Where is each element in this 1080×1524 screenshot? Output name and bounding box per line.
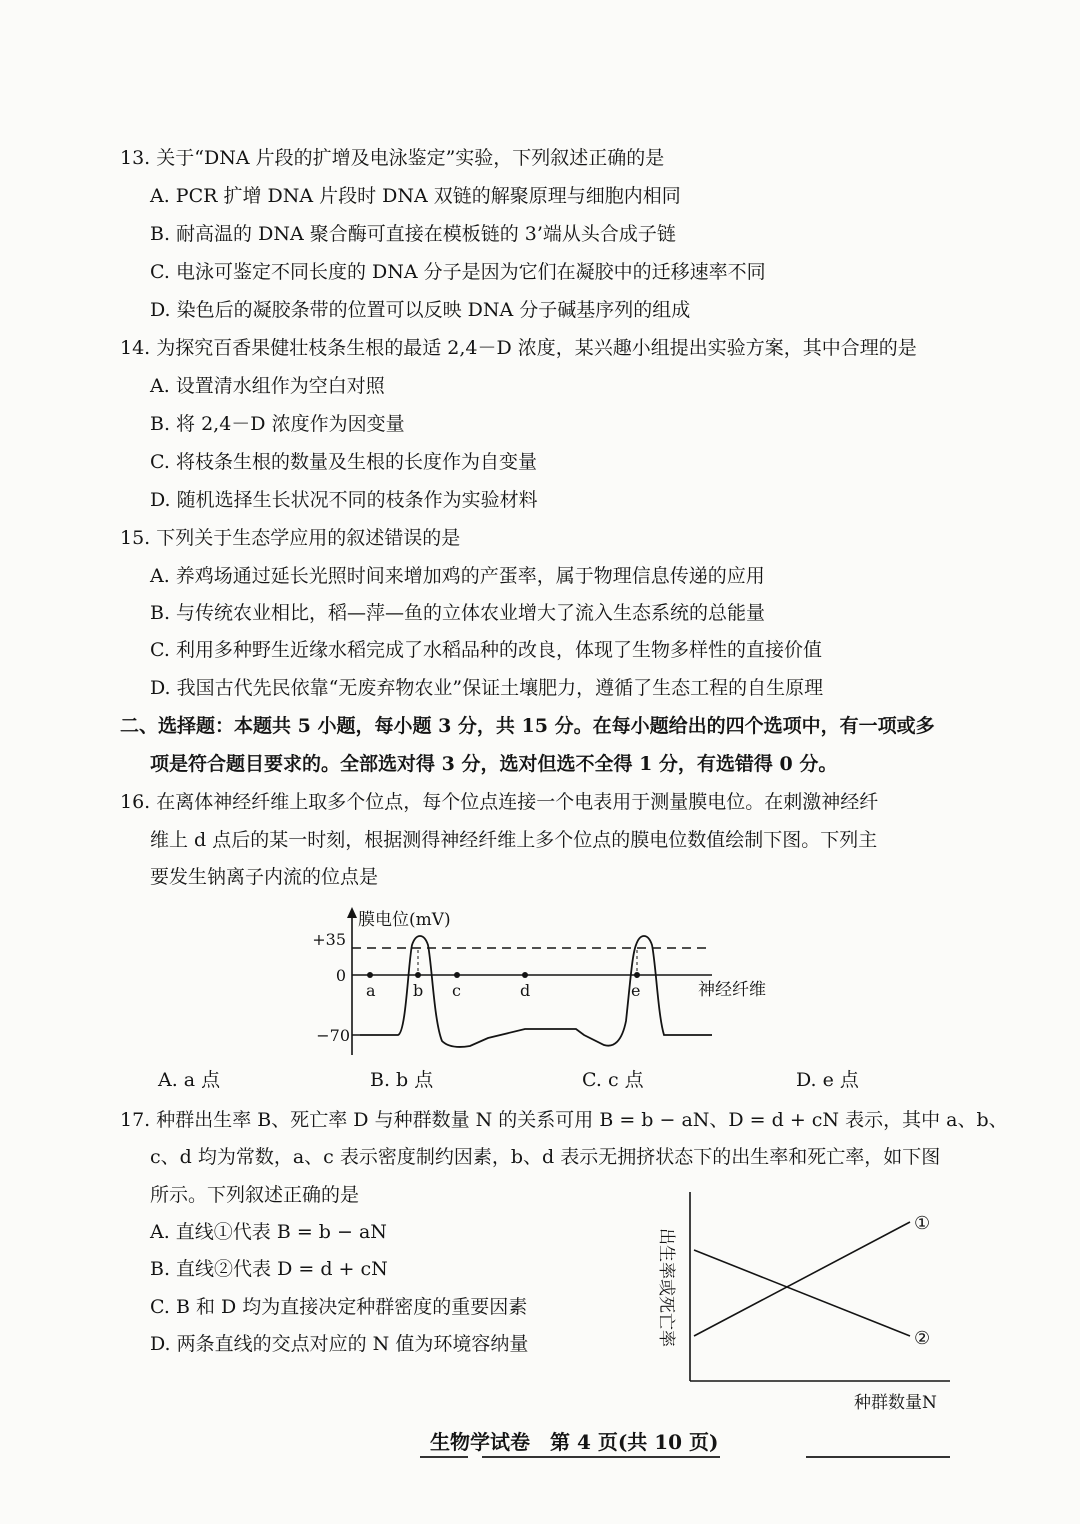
q17-option-b: B. 直线②代表 D = d + cN bbox=[150, 1258, 388, 1280]
point-a bbox=[367, 972, 373, 978]
q14-option-a: A. 设置清水组作为空白对照 bbox=[150, 375, 385, 397]
point-d bbox=[522, 972, 528, 978]
point-c bbox=[454, 972, 460, 978]
label-a: a bbox=[366, 981, 376, 1000]
q13-option-a: A. PCR 扩增 DNA 片段时 DNA 双链的解聚原理与细胞内相同 bbox=[150, 185, 681, 207]
line-2-label: ② bbox=[914, 1328, 931, 1349]
section2-line2: 项是符合题目要求的。全部选对得 3 分，选对但选不全得 1 分，有选错得 0 分。 bbox=[150, 753, 838, 775]
label-e: e bbox=[631, 981, 641, 1000]
q15-option-b: B. 与传统农业相比，稻—萍—鱼的立体农业增大了流入生态系统的总能量 bbox=[150, 602, 766, 624]
label-c: c bbox=[452, 981, 461, 1000]
q14-stem: 14. 为探究百香果健壮枝条生根的最适 2,4－D 浓度，某兴趣小组提出实验方案，其中合理的是 bbox=[120, 337, 917, 359]
section2-line1: 二、选择题：本题共 5 小题，每小题 3 分，共 15 分。在每小题给出的四个选项中，有一项或多 bbox=[120, 715, 935, 737]
x-axis-label: 种群数量N bbox=[854, 1393, 937, 1413]
page-footer: 生物学试卷 第 4 页(共 10 页) bbox=[430, 1430, 719, 1454]
y-axis-label: 出生率或死亡率 bbox=[656, 1228, 676, 1347]
q13-option-b: B. 耐高温的 DNA 聚合酶可直接在模板链的 3’端从头合成子链 bbox=[150, 223, 676, 245]
q17-line1: 17. 种群出生率 B、死亡率 D 与种群数量 N 的关系可用 B = b − aN、D = d + cN 表示，其中 a、b、 bbox=[120, 1109, 1008, 1131]
q17-line2: c、d 均为常数，a、c 表示密度制约因素，b、d 表示无拥挤状态下的出生率和死亡率，如下图 bbox=[150, 1146, 941, 1168]
membrane-potential-figure bbox=[300, 905, 800, 1065]
q16-option-d: D. e 点 bbox=[796, 1069, 859, 1091]
q17-option-a: A. 直线①代表 B = b − aN bbox=[150, 1221, 387, 1243]
q15-option-d: D. 我国古代先民依靠“无废弃物农业”保证土壤肥力，遵循了生态工程的自生原理 bbox=[150, 677, 824, 699]
q15-option-c: C. 利用多种野生近缘水稻完成了水稻品种的改良，体现了生物多样性的直接价值 bbox=[150, 639, 822, 661]
q13-option-d: D. 染色后的凝胶条带的位置可以反映 DNA 分子碱基序列的组成 bbox=[150, 299, 691, 321]
footer-rule-1 bbox=[420, 1456, 468, 1458]
q15-option-a: A. 养鸡场通过延长光照时间来增加鸡的产蛋率，属于物理信息传递的应用 bbox=[150, 565, 765, 587]
footer-rule-2 bbox=[482, 1456, 720, 1458]
q17-option-d: D. 两条直线的交点对应的 N 值为环境容纳量 bbox=[150, 1333, 529, 1355]
tick-label-zero: 0 bbox=[335, 966, 346, 985]
label-b: b bbox=[413, 981, 424, 1000]
q17-option-c: C. B 和 D 均为直接决定种群密度的重要因素 bbox=[150, 1296, 528, 1318]
tick-label-minus70: −70 bbox=[316, 1026, 350, 1045]
birth-death-rate-figure bbox=[640, 1186, 960, 1416]
q16-option-b: B. b 点 bbox=[370, 1069, 434, 1091]
line-1-label: ① bbox=[914, 1213, 931, 1234]
q13-stem: 13. 关于“DNA 片段的扩增及电泳鉴定”实验，下列叙述正确的是 bbox=[120, 147, 665, 169]
q16-option-c: C. c 点 bbox=[582, 1069, 644, 1091]
q16-option-a: A. a 点 bbox=[158, 1069, 221, 1091]
tick-label-plus35: +35 bbox=[312, 930, 346, 949]
q14-option-b: B. 将 2,4－D 浓度作为因变量 bbox=[150, 413, 405, 435]
line-1 bbox=[694, 1222, 910, 1336]
y-axis-label: 膜电位(mV) bbox=[358, 910, 451, 930]
footer-rule-3 bbox=[806, 1456, 950, 1458]
q14-option-c: C. 将枝条生根的数量及生根的长度作为自变量 bbox=[150, 451, 537, 473]
q13-option-c: C. 电泳可鉴定不同长度的 DNA 分子是因为它们在凝胶中的迁移速率不同 bbox=[150, 261, 766, 283]
line-2 bbox=[694, 1250, 910, 1336]
q14-option-d: D. 随机选择生长状况不同的枝条作为实验材料 bbox=[150, 489, 538, 511]
q16-line1: 16. 在离体神经纤维上取多个位点，每个位点连接一个电表用于测量膜电位。在刺激神经纤 bbox=[120, 791, 879, 813]
q17-line3: 所示。下列叙述正确的是 bbox=[150, 1184, 360, 1206]
q16-line2: 维上 d 点后的某一时刻，根据测得神经纤维上多个位点的膜电位数值绘制下图。下列主 bbox=[150, 829, 878, 851]
q16-line3: 要发生钠离子内流的位点是 bbox=[150, 866, 379, 888]
x-axis-label: 神经纤维 bbox=[698, 980, 766, 1000]
label-d: d bbox=[520, 981, 531, 1000]
q15-stem: 15. 下列关于生态学应用的叙述错误的是 bbox=[120, 527, 461, 549]
y-axis-arrow bbox=[347, 907, 357, 918]
